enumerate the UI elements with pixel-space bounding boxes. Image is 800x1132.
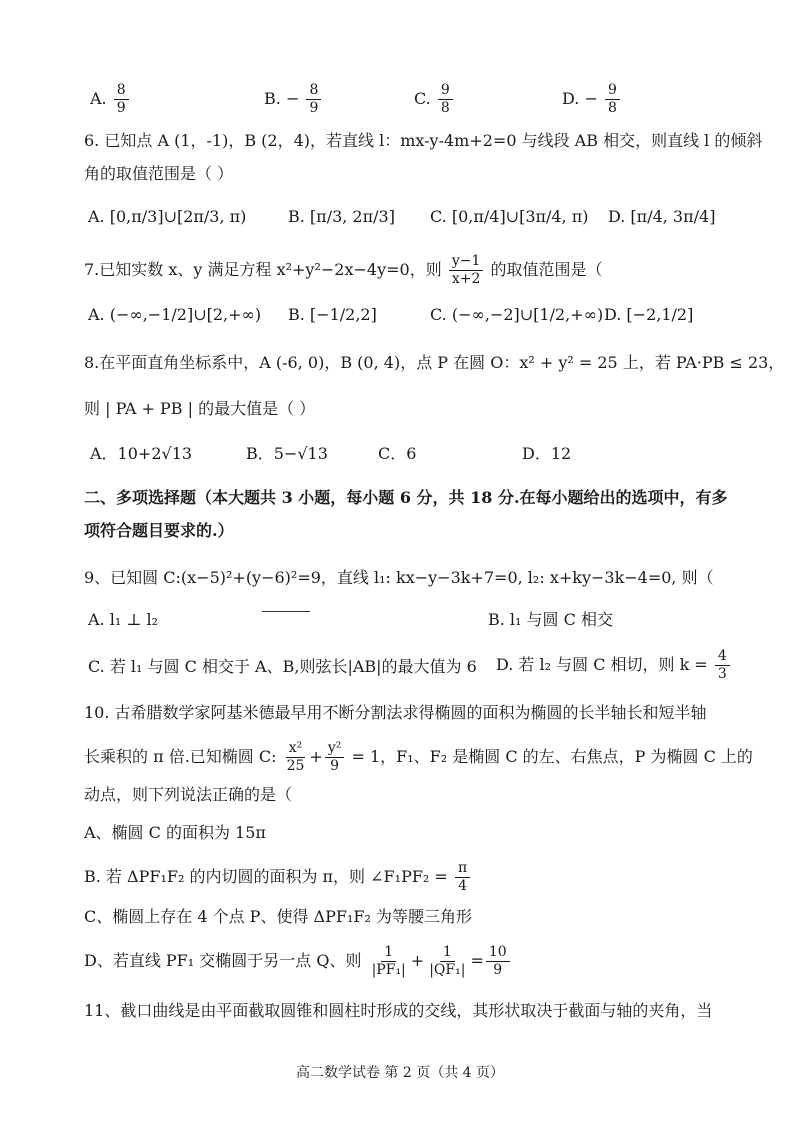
q5-option-d-label: D.	[562, 89, 580, 108]
q10-option-b	[84, 860, 472, 895]
q7-option-c: C. (−∞,−2]∪[1/2,+∞)	[430, 305, 604, 324]
q8-stem-line2: 则 | PA + PB | 的最大值是（ ）	[84, 399, 316, 418]
q5-option-c	[414, 82, 455, 117]
q6-stem-line2: 角的取值范围是（ ）	[84, 164, 234, 183]
q6-stem-line1: 6. 已知点 A (1，-1)，B (2，4)，若直线 l：mx-y-4m+2=0 与线段 AB 相交，则直线 l 的倾斜	[84, 131, 763, 150]
q6-option-c: C. [0,π/4]∪[3π/4, π)	[430, 207, 589, 226]
q8-option-a: A．10+2√13	[90, 444, 193, 463]
q10-option-a: A、椭圆 C 的面积为 15π	[84, 823, 266, 842]
q7-stem-part2: 的取值范围是（	[490, 260, 603, 279]
q6-option-d: D. [π/4, 3π/4]	[608, 207, 716, 226]
q5-option-b-sign: −	[285, 89, 300, 108]
q10-option-b-text: B. 若 ΔPF₁F₂ 的内切圆的面积为 π，则 ∠F₁PF₂ =	[84, 867, 448, 886]
q10-stem-line1: 10. 古希腊数学家阿基米德最早用不断分割法求得椭圆的面积为椭圆的长半轴长和短半轴	[84, 703, 707, 722]
q5-option-c-label: C.	[414, 89, 431, 108]
q10-ellipse-x-term: $\frac{\text{x²}}{25}$	[286, 740, 305, 774]
q10-stem-line3: 动点，则下列说法正确的是（	[84, 785, 293, 804]
q10-stem-line2: 长乘积的 π 倍.已知椭圆 C: $\frac{\text{x²}}{25}$ + $\frac{\text{y²}}{9}$ = 1，F₁、F₂ 是椭圆 C 的左、右焦点，P 为椭圆 C 上的	[84, 740, 753, 774]
q8-stem-line1: 8.在平面直角坐标系中，A (-6, 0)，B (0, 4)，点 P 在圆 O：x² + y² = 25 上，若 PA·PB ≤ 23，	[84, 353, 785, 372]
section2-heading-line1: 二、多项选择题（本大题共 3 小题，每小题 6 分，共 18 分.在每小题给出的选项中，有多	[84, 488, 728, 507]
q8-option-c: C．6	[378, 444, 417, 463]
q5-option-c-fraction: $\frac{9}{8}$	[438, 82, 453, 117]
q5-option-a-label: A.	[90, 89, 107, 108]
q10-ellipse-y-term: $\frac{\text{y²}}{9}$	[325, 740, 345, 775]
q9-option-c: C. 若 l₁ 与圆 C 相交于 A、B,则弦长|AB|的最大值为 6	[88, 657, 477, 676]
q6-option-a: A. [0,π/3]∪[2π/3, π)	[88, 207, 247, 226]
q9-stem: 9、已知圆 C:(x−5)²+(y−6)²=9，直线 l₁: kx−y−3k+7=0, l₂: x+ky−3k−4=0, 则（	[84, 568, 714, 587]
q5-option-d-fraction: $\frac{9}{8}$	[605, 82, 620, 117]
q9-option-d-fraction: $\frac{4}{3}$	[715, 648, 730, 683]
section2-heading-line2: 项符合题目要求的.）	[84, 521, 234, 540]
q10-option-c: C、椭圆上存在 4 个点 P、使得 ΔPF₁F₂ 为等腰三角形	[84, 907, 472, 926]
q5-option-d-sign: −	[584, 89, 598, 108]
q9-option-a: A. l₁ ⊥ l₂	[88, 610, 159, 629]
q5-option-b-label: B.	[264, 89, 281, 108]
q10-option-d-fraction1: $\frac{1}{\text{|PF₁|}}$	[371, 944, 406, 978]
q10-option-d-fraction3: $\frac{10}{9}$	[486, 944, 510, 979]
q7-fraction: $\frac{y-1}{x+2}$	[449, 253, 484, 288]
q8-option-b: B．5−√13	[246, 444, 328, 463]
q10-option-b-fraction: $\frac{\pi}{4}$	[455, 860, 470, 895]
q5-option-d	[562, 82, 622, 117]
q9-option-d	[496, 648, 732, 683]
q5-option-a	[90, 82, 131, 117]
q7-option-a: A. (−∞,−1/2]∪[2,+∞)	[88, 305, 262, 324]
q7-option-d: D. [−2,1/2]	[604, 305, 694, 324]
q5-option-a-fraction: $\frac{8}{9}$	[114, 82, 129, 117]
q10-line2-part2: = 1，F₁、F₂ 是椭圆 C 的左、右焦点，P 为椭圆 C 上的	[351, 747, 753, 766]
q10-line2-part1: 长乘积的 π 倍.已知椭圆 C:	[84, 747, 277, 766]
q7-stem	[84, 253, 602, 288]
q8-option-d: D．12	[522, 444, 572, 463]
page-footer: 高二数学试卷 第 2 页（共 4 页）	[295, 1065, 505, 1081]
q6-option-b: B. [π/3, 2π/3]	[288, 207, 395, 226]
scan-mark-line	[262, 611, 310, 612]
q11-stem-line1: 11、截口曲线是由平面截取圆锥和圆柱时形成的交线，其形状取决于截面与轴的夹角，当	[84, 1001, 713, 1020]
q5-option-b-fraction: $\frac{8}{9}$	[306, 82, 321, 117]
q10-option-d-text: D、若直线 PF₁ 交椭圆于另一点 Q、则	[84, 951, 362, 970]
q7-stem-part1: 7.已知实数 x、y 满足方程 x²+y²−2x−4y=0，则	[84, 260, 442, 279]
q9-option-d-text: D. 若 l₂ 与圆 C 相切，则 k =	[496, 655, 708, 674]
q5-option-b	[264, 82, 323, 117]
q10-option-d-fraction2: $\frac{1}{\text{|QF₁|}}$	[429, 944, 466, 978]
q7-option-b: B. [−1/2,2]	[288, 305, 377, 324]
q10-option-d: D、若直线 PF₁ 交椭圆于另一点 Q、则 $\frac{1}{\text{|PF₁|}}$ + $\frac{1}{\text{|QF₁|}}$ = $\frac{10}{9}$	[84, 944, 512, 979]
q9-option-b: B. l₁ 与圆 C 相交	[488, 610, 613, 629]
